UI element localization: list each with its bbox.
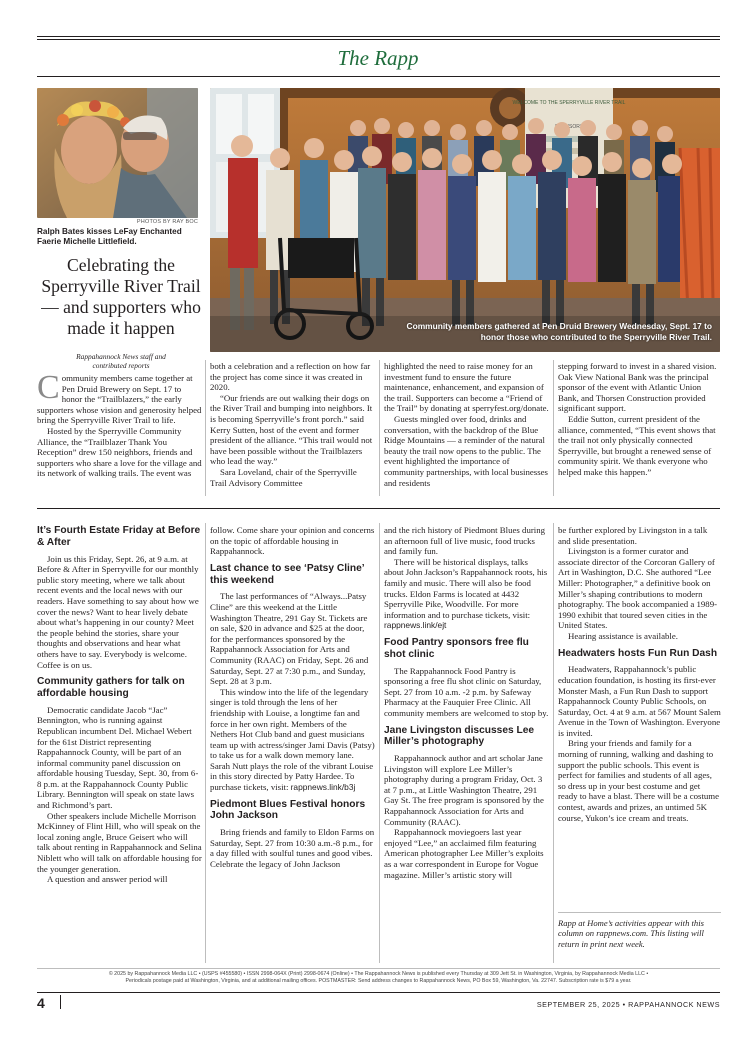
briefs-col-2: [210, 525, 375, 870]
header-top-rule: [37, 36, 720, 37]
brief-heading: Jane Livingston discusses Lee Miller’s photography: [384, 724, 535, 748]
story-para: Eddie Sutton, current president of the alliance, commented, “This event shows that the trail not only physically connected Sperryville, but brought a renewed sense of community spirit. We thank everyone who helped make this happen.”: [558, 413, 716, 477]
legal-line-2: Periodicals postage paid at Washington, Virginia, and at additional mailing offices. POSTMASTER: Send address changes to Rappahannock News, PO Box 59, Washington, Va. 22747. Subscription rate is $79 a year.: [125, 978, 632, 984]
story-byline: Rappahannock News staff and contributed reports: [76, 352, 166, 370]
story-headline: Celebrating the Sperryville River Trail — and supporters who made it happen: [41, 255, 201, 338]
brief-para: Democratic candidate Jacob “Jac” Bennington, who is running against Republican incumbent Del. Michael Webert for the 61st District representing Rappahannock County, will be part of an informal community panel discussion on affordable housing Tuesday, Sept. 30, from 6-8 p.m. at the Rappahannock County Public Library. Bennington will speak on state laws and Richmond’s part.: [37, 704, 199, 811]
story-para: Guests mingled over food, drinks and conversation, with the backdrop of the Blue Ridge Mountains — a reminder of the natural beauty the trail now opens to the public. The event highlighted the importance of community partnerships, with local businesses and residents: [384, 413, 548, 488]
brief-para: be further explored by Livingston in a talk and slide presentation.: [558, 525, 708, 546]
brief-heading: It’s Fourth Estate Friday at Before & After: [37, 525, 201, 548]
brief-heading: Last chance to see ‘Patsy Cline’ this weekend: [210, 562, 365, 586]
brief-para: Other speakers include Michelle Morrison McKinney of Flint Hill, who will speak on the local zoning angle, Bruce Geisert who will talk about renting in Rappahannock and Selina Niblett who will talk on affordable housing for the younger generation.: [37, 810, 202, 874]
brief-text: This window into the life of the legendary singer is told through the lens of her friendship with Louise, a longtime fan and force in her own right. Members of the Nethers Hot Club band and guest musicians team up with actress/singer Jami Davis (Patsy) to take us for a walk down memory lane. Sarah Nutt plays the role of the vibrant Louise in this story directed by Patty Hardee. To purchase tickets, visit:: [210, 686, 375, 793]
briefs-col-1: [37, 525, 202, 885]
brief-para: The last performances of “Always...Patsy Cline” are this weekend at the Little Washington Theatre, 291 Gay St. Tickets are on sale, $20 in advance and $25 at the door, for the performances sponsored by the Rappahannock Association for Arts and Community (RAAC) on Friday, Sept. 26 and Saturday, Sept. 27 at 7:30 p.m., and Sunday, Sept. 28 at 3 p.m.: [210, 591, 369, 687]
banner-text: WELCOME TO THE SPERRYVILLE RIVER TRAIL: [512, 100, 626, 106]
brief-para: A question and answer period will: [47, 874, 168, 885]
column-rule: [205, 360, 206, 496]
story-para: stepping forward to invest in a shared vision. Oak View National Bank was the principal sponsor of the event with Atlantic Union Bank, and Thorsen Construction provided significant support.: [558, 361, 717, 414]
story-col-3: [384, 361, 549, 488]
main-photo: [210, 88, 720, 352]
folio-rule: [37, 992, 720, 993]
story-col-4: [558, 361, 721, 478]
brief-heading: Headwaters hosts Fun Run Dash: [558, 647, 718, 659]
photo-credit: PHOTOS BY RAY BOC: [136, 219, 198, 225]
story-para: “Our friends are out walking their dogs on the River Trail and bumping into neighbors. It is becoming Sperryville’s front porch.” said Kerry Sutten, host of the event and former president of the alliance. “This trail would not have been possible without the Trailblazers who lead the way.”: [210, 392, 373, 467]
brief-heading: Piedmont Blues Festival honors John Jackson: [210, 798, 366, 822]
brief-para: [210, 687, 375, 793]
brief-text: There will be historical displays, talks about John Jackson’s Rappahannock roots, his family and music. There will also be food trucks. Eldon Farms is located at 4432 Sperryville Pike, Woodville. For more information and to purchase tickets, visit:: [384, 556, 548, 620]
left-photo-caption: Ralph Bates kisses LeFay Enchanted Faerie Michelle Littlefield.: [37, 227, 182, 246]
dropcap: C: [37, 369, 60, 406]
briefs-col-3: [384, 525, 549, 880]
brief-para: Bring friends and family to Eldon Farms on Saturday, Sept. 27 from 10:30 a.m.-8 p.m., for a day filled with soulful tunes and good vibes. Celebrate the legacy of John Jackson: [210, 827, 375, 870]
story-col-1: [37, 369, 202, 479]
brief-heading: Community gathers for talk on affordable housing: [37, 676, 185, 699]
brief-para: Headwaters, Rappahannock’s public education foundation, is hosting its first-ever Monster Mash, a Fun Run Dash to support Rappahannock County Public Schools, on Saturday, Oct. 4 at 9 a.m. at 567 Mount Salem Avenue in the Town of Washington. Everyone is invited.: [558, 664, 721, 738]
story-first-para: ommunity members came together at Pen Druid Brewery on Sept. 17 to honor the “Trailblazers,” the early supporters whose vision and generosity helped bring the Sperryville River Trail to life.: [37, 373, 202, 426]
column-rule: [379, 523, 380, 963]
brief-heading: Food Pantry sponsors free flu shot clinic: [384, 636, 529, 660]
brief-para: follow. Come share your opinion and concerns on the topic of affordable housing in Rappahannock.: [210, 525, 375, 557]
brief-para: Join us this Friday, Sept. 26, at 9 a.m. at Before & After in Sperryville for our monthly public story meeting, where we talk about recent events and the local news with our readers. Have something to say about how we cover the news? Want to hear lively debate about what’s happening in our county? Meet the people behind the stories, share your thoughts and observations and hear what others have to say. Everybody is welcome. Coffee is on us.: [37, 553, 199, 670]
legal-line-1: © 2025 by Rappahannock Media LLC • (USPS #455580) • ISSN 2998-064X (Print) 2998-0674 (Online) • The Rappahannock News is published every Thursday at 309 Jett St. in Washington, Virginia, by Rappahannock Media LLC •: [108, 971, 649, 977]
column-rule: [379, 360, 380, 496]
story-para: Hosted by the Sperryville Community Alliance, the “Trailblazer Thank You Reception” drew 150 neighbors, friends and supporters who share a love for the village and its network of walking trails. The event was: [37, 425, 202, 479]
rapp-at-home-note: Rapp at Home’s activities appear with this column on rappnews.com. This listing will return in print next week.: [558, 918, 704, 949]
header-top-rule-thin: [37, 39, 720, 40]
brief-para: and the rich history of Piedmont Blues during an afternoon full of live music, food trucks and family fun.: [384, 525, 546, 557]
brief-para: [384, 557, 549, 631]
column-rule: [553, 523, 554, 963]
brief-para: Livingston is a former curator and associate director of the Corcoran Gallery of Art in Washington, D.C. She authored “Lee Miller: Photographer,” a definitive book on Miller’s shaping contributions to modern photography. The book accompanied a 1989-1990 exhibit that toured seven cities in the United States.: [558, 546, 718, 631]
folio-dateline: SEPTEMBER 25, 2025 • RAPPAHANNOCK NEWS: [536, 1000, 720, 1009]
story-para: Sara Loveland, chair of the Sperryville Trail Advisory Committee: [210, 466, 357, 488]
briefs-col-4: [558, 525, 721, 823]
folio-tick: [60, 995, 61, 1009]
ticket-link[interactable]: rappnews.link/b3j: [290, 782, 356, 793]
brief-para: Rappahannock moviegoers last year enjoyed “Lee,” an acclaimed film featuring American photographer Lee Miller’s exploits as a war correspondent in Europe for Vogue magazine. Miller’s artistic story will: [384, 827, 544, 880]
brief-para: The Rappahannock Food Pantry is sponsoring a free flu shot clinic on Saturday, Sept. 27 from 10 a.m. -2 p.m. by Safeway Pharmacy at the Fauquier Free Clinic. All community members are welcomed to stop by.: [384, 665, 549, 718]
page-number: 4: [37, 995, 45, 1011]
column-rule: [553, 360, 554, 496]
ticket-link[interactable]: rappnews.link/ejt: [384, 620, 447, 631]
story-para: highlighted the need to raise money for an investment fund to ensure the future maintenance, enhancement, and expansion of the trail. Supporters can become a “Friend of the Trail” by donating at sperryfest.org/donate.: [384, 361, 549, 414]
column-rule: [205, 523, 206, 963]
main-photo-caption: Community members gathered at Pen Druid Brewery Wednesday, Sept. 17 to honor those who contributed to the Sperryville River Trail.: [406, 321, 712, 342]
story-para: both a celebration and a reflection on how far the project has come since it was created in 2020.: [210, 361, 371, 393]
section-title: The Rapp: [337, 46, 419, 70]
left-photo: [37, 88, 198, 218]
story-col-2: [210, 361, 375, 488]
note-rule: [558, 912, 721, 913]
brief-para: Rappahannock author and art scholar Jane Livingston will explore Lee Miller’s photography during a program Friday, Oct. 3 at 7 p.m., at Little Washington Theatre, 291 Gay St. The free program is sponsored by the Rappahannock Association for Arts and Community (RAAC).: [384, 753, 544, 827]
brief-para: Hearing assistance is available.: [568, 630, 678, 641]
footer-rule: [37, 968, 720, 969]
section-divider: [37, 508, 720, 509]
header-bottom-rule: [37, 76, 720, 77]
brief-para: Bring your friends and family for a morning of running, walking and dashing to support the public schools. This event is perfect for families and students of all ages, so dress up in your best costume and get ready to have a blast. There will be a costume contest, awards and prizes, an untimed 5K course, Yukon’s ice cream and treats.: [558, 738, 720, 823]
